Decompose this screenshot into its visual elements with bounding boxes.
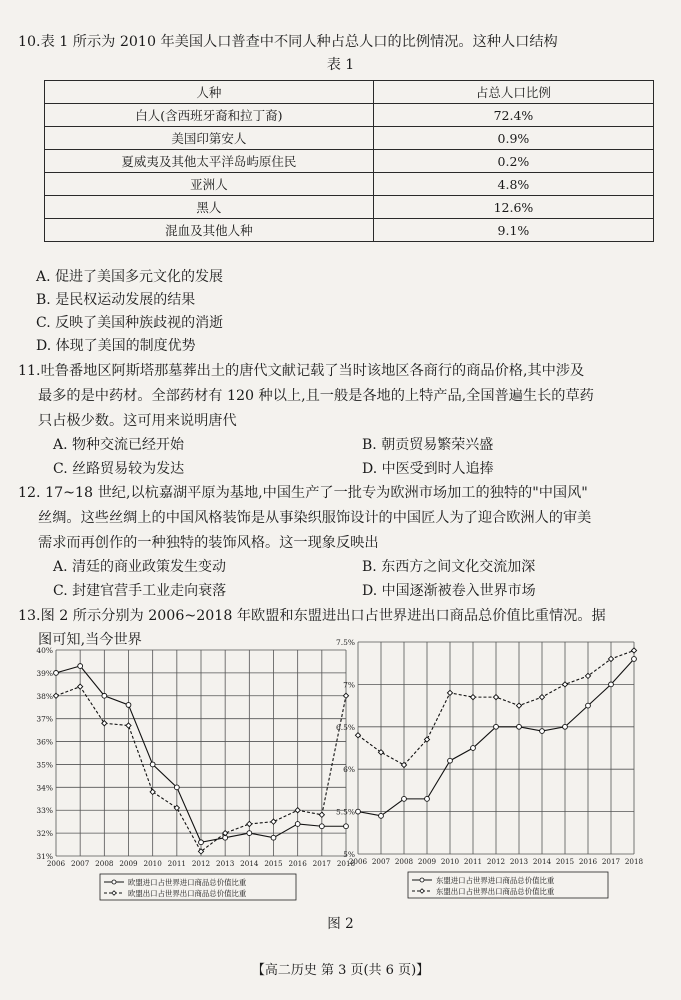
x-tick-label: 2014 (240, 859, 259, 868)
x-tick-label: 2006 (46, 859, 66, 868)
q13-stem-line-1: 13.图 2 所示分别为 2006~2018 年欧盟和东盟进出口占世界进出口商品总价值比重情况。据 (18, 608, 606, 624)
data-point (586, 703, 591, 708)
table-cell-race: 美国印第安人 (45, 127, 374, 150)
q12-stem-line-1: 12. 17~18 世纪,以杭嘉湖平原为基地,中国生产了一批专为欧洲市场加工的独特的"中国风" (18, 485, 588, 501)
data-point (271, 835, 276, 840)
legend-marker (112, 891, 116, 895)
q12-option-a[interactable]: A. 清廷的商业政策发生变动 (53, 559, 227, 575)
data-point (631, 648, 636, 653)
q11-stem-line-2: 最多的是中药材。全部药材有 120 种以上,且一般是各地的上特产品,全国普遍生长的草药 (38, 388, 594, 404)
data-point (539, 695, 544, 700)
data-point (493, 695, 498, 700)
x-tick-label: 2011 (463, 857, 483, 866)
legend-marker (420, 878, 424, 882)
x-tick-label: 2010 (440, 857, 460, 866)
asean-trade-chart (335, 634, 644, 906)
data-point (563, 724, 568, 729)
data-point (78, 684, 83, 689)
y-tick-label: 40% (36, 646, 53, 655)
q12-stem-line-3: 需求而再创作的一种独特的装饰风格。这一现象反映出 (38, 535, 379, 551)
data-point (402, 796, 407, 801)
q11-option-d[interactable]: D. 中医受到时人追捧 (362, 461, 494, 477)
data-point (53, 693, 58, 698)
y-tick-label: 39% (36, 668, 53, 678)
x-tick-label: 2017 (601, 857, 621, 866)
data-point (562, 682, 567, 687)
data-point (174, 785, 179, 790)
data-point (585, 673, 590, 678)
x-tick-label: 2012 (486, 857, 506, 866)
data-point (319, 812, 324, 817)
table-header-race: 人种 (45, 81, 374, 104)
legend-label: 欧盟进口占世界进口商品总价值比重 (128, 878, 247, 887)
x-tick-label: 2006 (348, 857, 368, 866)
table-cell-race: 亚洲人 (45, 173, 374, 196)
table-cell-race: 夏威夷及其他太平洋岛屿原住民 (45, 150, 374, 173)
data-point (379, 813, 384, 818)
q11-option-c[interactable]: C. 丝路贸易较为发达 (53, 461, 185, 477)
x-tick-label: 2007 (371, 857, 391, 866)
q12-option-b[interactable]: B. 东西方之间文化交流加深 (362, 559, 536, 575)
data-point (517, 724, 522, 729)
x-tick-label: 2008 (95, 859, 114, 868)
q12-stem-line-2: 丝绸。这些丝绸上的中国风格装饰是从事染织服饰设计的中国匠人为了迎合欧洲人的审美 (38, 510, 592, 526)
data-point (54, 670, 59, 675)
table-cell-race: 混血及其他人种 (45, 219, 374, 242)
x-tick-label: 2013 (509, 857, 529, 866)
data-point (295, 822, 300, 827)
q10-option-a[interactable]: A. 促进了美国多元文化的发展 (36, 269, 224, 285)
data-point (295, 808, 300, 813)
x-tick-label: 2014 (532, 857, 552, 866)
table-cell-ratio: 4.8% (373, 173, 653, 196)
population-table (44, 80, 654, 242)
x-tick-label: 2015 (555, 857, 575, 866)
y-tick-label: 6% (343, 765, 355, 775)
data-point (425, 796, 430, 801)
table-cell-ratio: 12.6% (373, 196, 653, 219)
x-tick-label: 2008 (394, 857, 414, 866)
y-tick-label: 32% (36, 829, 53, 839)
y-tick-label: 36% (36, 737, 53, 747)
data-point (319, 824, 324, 829)
data-point (356, 809, 361, 814)
data-point (271, 819, 276, 824)
y-tick-label: 5% (343, 850, 355, 859)
table-row (45, 150, 654, 173)
y-tick-label: 35% (36, 760, 53, 770)
data-point (540, 729, 545, 734)
x-tick-label: 2009 (119, 859, 138, 868)
data-point (609, 682, 614, 687)
data-point (494, 724, 499, 729)
x-tick-label: 2015 (264, 859, 283, 868)
table-cell-ratio: 0.9% (373, 127, 653, 150)
data-point (247, 821, 252, 826)
y-tick-label: 34% (36, 783, 53, 793)
q11-option-b[interactable]: B. 朝贡贸易繁荣兴盛 (362, 437, 494, 453)
x-tick-label: 2017 (312, 859, 331, 868)
x-tick-label: 2013 (216, 859, 235, 868)
table-cell-ratio: 9.1% (373, 219, 653, 242)
x-tick-label: 2018 (336, 859, 356, 868)
table-cell-race: 黑人 (45, 196, 374, 219)
figure-2-title: 图 2 (327, 916, 354, 932)
legend-marker (420, 889, 424, 893)
legend-label: 东盟出口占世界出口商品总价值比重 (436, 887, 555, 896)
y-tick-label: 33% (36, 806, 53, 816)
q10-option-d[interactable]: D. 体现了美国的制度优势 (36, 338, 196, 354)
y-tick-label: 5.5% (335, 807, 355, 817)
q10-option-c[interactable]: C. 反映了美国种族歧视的消逝 (36, 315, 224, 331)
table-row (45, 196, 654, 219)
data-point (470, 695, 475, 700)
q11-option-a[interactable]: A. 物种交流已经开始 (53, 437, 185, 453)
q10-stem: 10.表 1 所示为 2010 年美国人口普查中不同人种占总人口的比例情况。这种人口结构 (18, 34, 558, 50)
data-point (471, 746, 476, 751)
data-point (247, 831, 252, 836)
table-row (45, 173, 654, 196)
table-row (45, 219, 654, 242)
data-point (608, 656, 613, 661)
data-point (102, 693, 107, 698)
data-point (78, 664, 83, 669)
page-footer: 【高二历史 第 3 页(共 6 页)】 (251, 963, 430, 978)
x-tick-label: 2010 (143, 859, 162, 868)
q11-stem-line-3: 只占极少数。这可用来说明唐代 (38, 413, 237, 429)
table-cell-ratio: 0.2% (373, 150, 653, 173)
eu-trade-chart (28, 642, 358, 904)
y-tick-label: 31% (36, 852, 53, 861)
q12-option-d[interactable]: D. 中国逐渐被卷入世界市场 (362, 583, 536, 599)
q11-stem-line-1: 11.吐鲁番地区阿斯塔那墓葬出土的唐代文献记载了当时该地区各商行的商品价格,其中涉及 (18, 363, 585, 379)
q10-option-b[interactable]: B. 是民权运动发展的结果 (36, 292, 196, 308)
x-tick-label: 2012 (191, 859, 211, 868)
y-tick-label: 7.5% (335, 638, 355, 647)
data-point (447, 690, 452, 695)
x-tick-label: 2016 (578, 857, 598, 866)
x-tick-label: 2009 (417, 857, 437, 866)
q13-stem-line-2: 图可知,当今世界 (38, 632, 142, 648)
y-tick-label: 38% (36, 691, 53, 701)
legend-marker (112, 880, 116, 884)
legend-label: 欧盟出口占世界出口商品总价值比重 (128, 889, 247, 898)
x-tick-label: 2016 (288, 859, 307, 868)
data-point (199, 840, 204, 845)
data-point (126, 723, 131, 728)
table-row (45, 104, 654, 127)
table-cell-race: 白人(含西班牙裔和拉丁裔) (45, 104, 374, 127)
x-tick-label: 2018 (624, 857, 644, 866)
x-tick-label: 2007 (71, 859, 90, 868)
data-point (126, 703, 131, 708)
q12-option-c[interactable]: C. 封建官营手工业走向衰落 (53, 583, 227, 599)
table-header-ratio: 占总人口比例 (373, 81, 653, 104)
x-tick-label: 2011 (167, 859, 186, 868)
data-point (150, 762, 155, 767)
y-tick-label: 7% (343, 680, 355, 690)
table-row (45, 127, 654, 150)
data-point (632, 657, 637, 662)
table-1-title: 表 1 (326, 57, 355, 73)
table-cell-ratio: 72.4% (373, 104, 653, 127)
data-point (516, 703, 521, 708)
table-header-row (45, 81, 654, 104)
y-tick-label: 6.5% (335, 722, 355, 732)
y-tick-label: 37% (36, 714, 53, 724)
data-point (448, 758, 453, 763)
legend-label: 东盟进口占世界进口商品总价值比重 (436, 876, 555, 885)
